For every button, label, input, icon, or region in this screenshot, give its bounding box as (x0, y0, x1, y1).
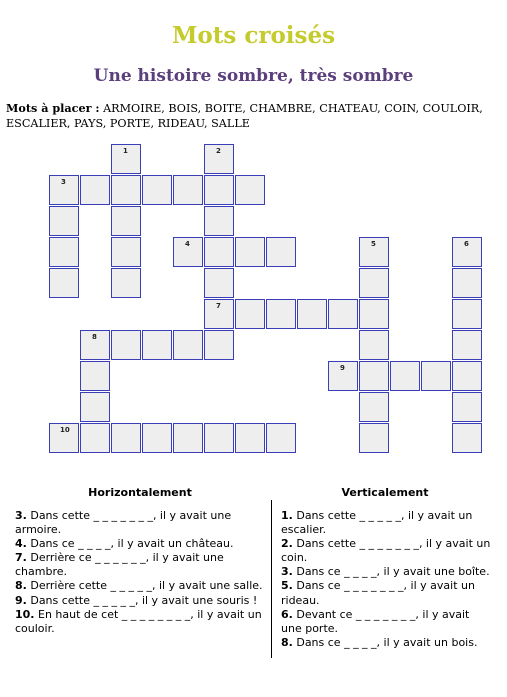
grid-cell[interactable] (142, 330, 172, 360)
grid-cell[interactable] (204, 423, 234, 453)
grid-cell[interactable] (452, 299, 482, 329)
page-subtitle: Une histoire sombre, très sombre (93, 66, 414, 86)
grid-cell[interactable] (359, 330, 389, 360)
clue-number: 8 (92, 333, 97, 341)
grid-cell[interactable] (111, 206, 141, 236)
clue-item: 8. Dans ce _ _ _ _, il y avait un bois. (281, 635, 478, 649)
grid-cell[interactable] (49, 423, 79, 453)
clue-number: 4 (185, 240, 190, 248)
page-title: Mots croisés (171, 22, 336, 49)
grid-cell[interactable] (452, 237, 482, 267)
grid-cell[interactable] (452, 392, 482, 422)
clue-number: 2 (216, 147, 221, 155)
grid-cell[interactable] (235, 175, 265, 205)
grid-cell[interactable] (111, 144, 141, 174)
grid-cell[interactable] (359, 237, 389, 267)
grid-cell[interactable] (49, 268, 79, 298)
grid-cell[interactable] (111, 268, 141, 298)
clue-number: 10 (60, 426, 70, 434)
grid-cell[interactable] (204, 330, 234, 360)
grid-cell[interactable] (111, 175, 141, 205)
grid-cell[interactable] (204, 299, 234, 329)
grid-cell[interactable] (359, 361, 389, 391)
grid-cell[interactable] (235, 423, 265, 453)
clue-item: 6. Devant ce _ _ _ _ _ _ _, il y avait une porte. (281, 607, 470, 635)
grid-cell[interactable] (80, 330, 110, 360)
clue-item: 3. Dans cette _ _ _ _ _ _ _, il y avait une armoire. (15, 509, 232, 537)
grid-cell[interactable] (111, 423, 141, 453)
grid-cell[interactable] (452, 423, 482, 453)
grid-cell[interactable] (173, 237, 203, 267)
grid-cell[interactable] (297, 299, 327, 329)
grid-cell[interactable] (328, 299, 358, 329)
grid-cell[interactable] (204, 144, 234, 174)
grid-cell[interactable] (359, 299, 389, 329)
grid-cell[interactable] (235, 299, 265, 329)
grid-cell[interactable] (359, 268, 389, 298)
grid-cell[interactable] (266, 423, 296, 453)
grid-cell[interactable] (235, 237, 265, 267)
grid-cell[interactable] (359, 423, 389, 453)
clue-item: 1. Dans cette _ _ _ _ _, il y avait un escalier. (281, 509, 473, 537)
horizontal-clues (15, 509, 263, 636)
clue-number: 7 (216, 302, 221, 310)
grid-cell[interactable] (266, 299, 296, 329)
horizontal-heading: Horizontalement (88, 486, 192, 499)
clue-item: 7. Derrière ce _ _ _ _ _ _, il y avait une chambre. (15, 551, 224, 579)
grid-cell[interactable] (421, 361, 451, 391)
grid-cell[interactable] (80, 175, 110, 205)
clue-item: 3. Dans ce _ _ _ _, il y avait une boîte. (281, 565, 490, 579)
clue-item: 8. Derrière cette _ _ _ _ _, il y avait une salle. (15, 579, 263, 593)
vertical-heading: Verticalement (341, 486, 429, 499)
grid-cell[interactable] (111, 237, 141, 267)
grid-cell[interactable] (142, 175, 172, 205)
grid-cell[interactable] (266, 237, 296, 267)
grid-cell[interactable] (111, 330, 141, 360)
grid-cell[interactable] (452, 268, 482, 298)
grid-cell[interactable] (204, 237, 234, 267)
grid-cell[interactable] (49, 175, 79, 205)
clue-number: 3 (61, 178, 66, 186)
clue-number: 9 (340, 364, 345, 372)
clue-item: 4. Dans ce _ _ _ _, il y avait un château. (15, 537, 234, 551)
clue-item: 2. Dans cette _ _ _ _ _ _ _, il y avait un coin. (281, 537, 491, 565)
vertical-clues (281, 509, 493, 650)
word-list-label: Mots à placer : (6, 101, 100, 115)
grid-cell[interactable] (328, 361, 358, 391)
grid-cell[interactable] (80, 392, 110, 422)
grid-cell[interactable] (204, 175, 234, 205)
grid-cell[interactable] (452, 361, 482, 391)
clue-item: 5. Dans ce _ _ _ _ _ _ _, il y avait un rideau. (281, 579, 475, 607)
grid-cell[interactable] (173, 423, 203, 453)
grid-cell[interactable] (49, 237, 79, 267)
grid-cell[interactable] (204, 268, 234, 298)
grid-cell[interactable] (80, 423, 110, 453)
grid-cell[interactable] (142, 423, 172, 453)
grid-cell[interactable] (173, 330, 203, 360)
clue-number: 1 (123, 147, 128, 155)
grid-cell[interactable] (173, 175, 203, 205)
clue-item: 9. Dans cette _ _ _ _ _, il y avait une souris ! (15, 593, 258, 607)
column-divider (271, 500, 272, 658)
grid-cell[interactable] (204, 206, 234, 236)
clue-number: 6 (464, 240, 469, 248)
clue-item: 10. En haut de cet _ _ _ _ _ _ _ _, il y avait un couloir. (15, 607, 262, 635)
grid-cell[interactable] (359, 392, 389, 422)
grid-cell[interactable] (452, 330, 482, 360)
grid-cell[interactable] (80, 361, 110, 391)
word-list-values: ARMOIRE, BOIS, BOITE, CHAMBRE, CHATEAU, COIN, COULOIR, ESCALIER, PAYS, PORTE, RIDEAU, SALLE (6, 102, 483, 130)
grid-cell[interactable] (390, 361, 420, 391)
clue-number: 5 (371, 240, 376, 248)
grid-cell[interactable] (49, 206, 79, 236)
